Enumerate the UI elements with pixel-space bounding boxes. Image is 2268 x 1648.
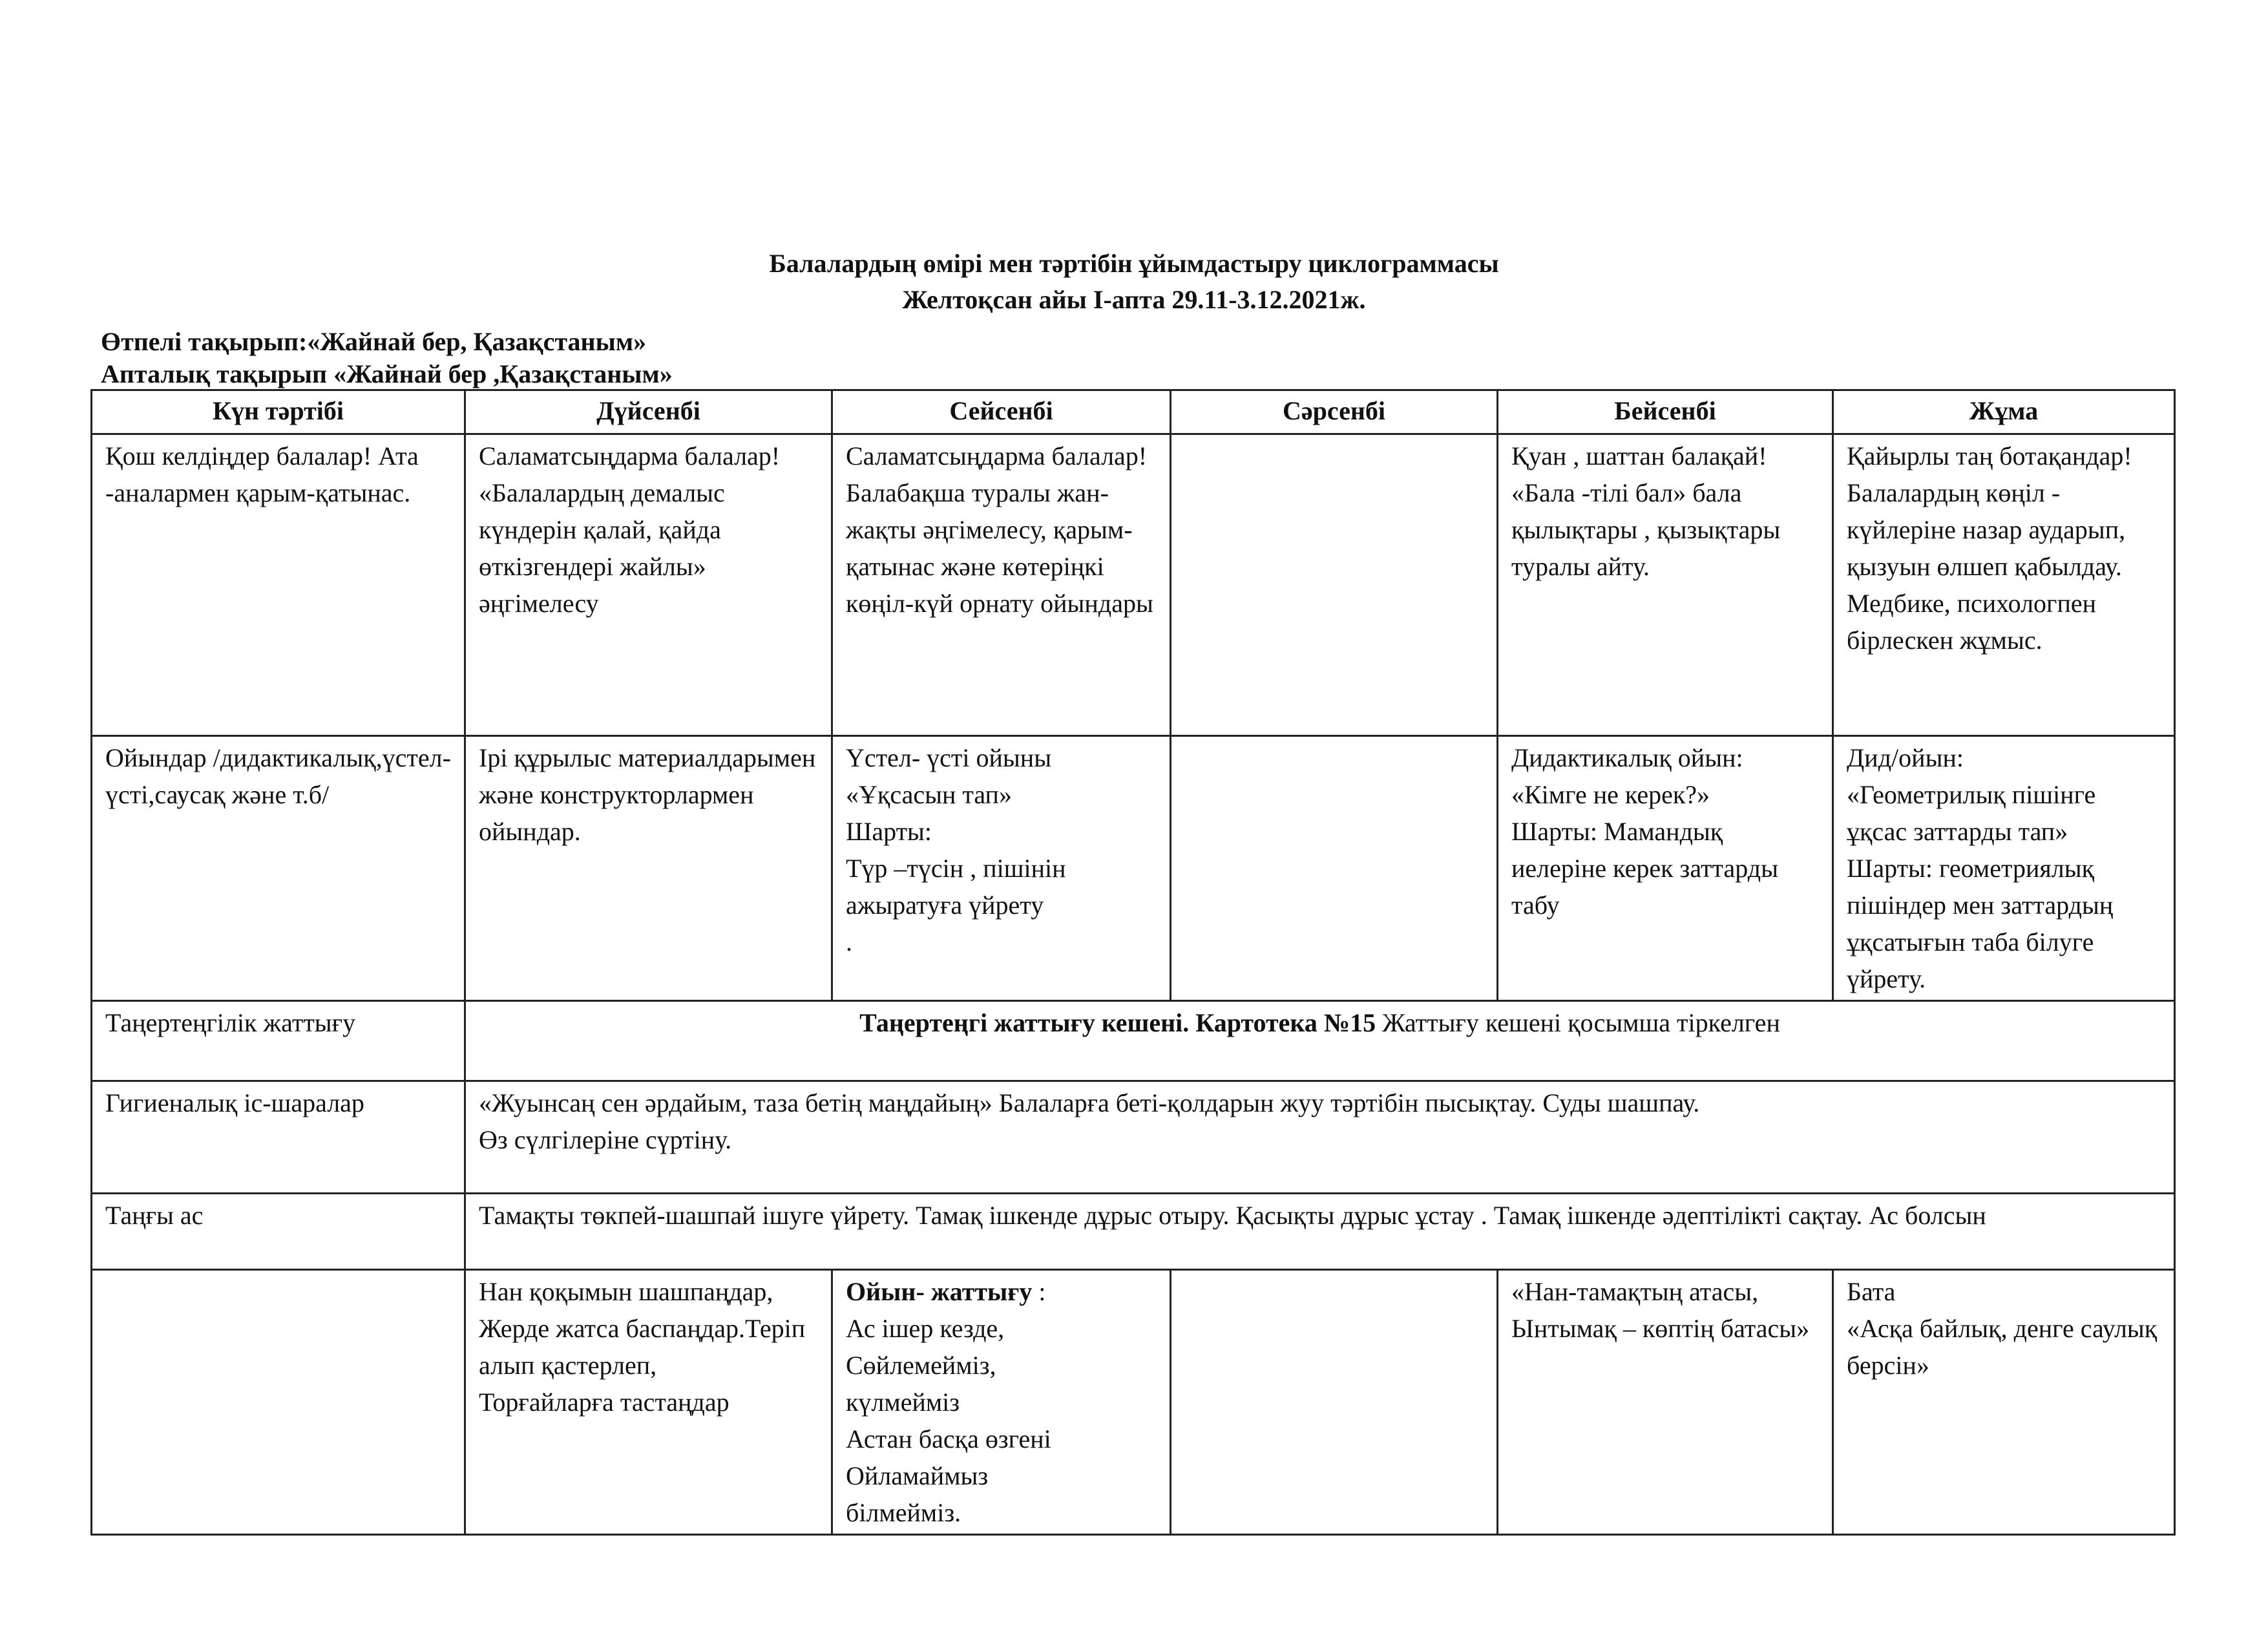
column-header-wednesday: Сәрсенбі <box>1171 390 1498 434</box>
table-row-breakfast <box>92 1194 2175 1270</box>
cell-rhymes-tuesday <box>832 1270 1171 1535</box>
cell-rhymes-monday: Нан қоқымын шашпаңдар, Жерде жатса баспаңдар.Теріп алып қастерлеп, Торғайларға тастаңдар <box>465 1270 832 1535</box>
cell-rhymes-friday: Бата «Асқа байлық, денге саулық берсін» <box>1833 1270 2175 1535</box>
row-label-games: Ойындар /дидактикалық,үстел-үсті,саусақ және т.б/ <box>92 736 465 1001</box>
rhyme-game-title: Ойын- жаттығу <box>846 1277 1033 1306</box>
cell-games-tuesday: Үстел- үсті ойыны «Ұқсасын тап» Шарты: Түр –түсін , пішінін ажыратуға үйрету . <box>832 736 1171 1001</box>
cell-rhymes-wednesday <box>1171 1270 1498 1535</box>
column-header-thursday: Бейсенбі <box>1498 390 1833 434</box>
row-label-greeting: Қош келдіңдер балалар! Ата -аналармен қарым-қатынас. <box>92 434 465 736</box>
table-row-hygiene <box>92 1081 2175 1194</box>
document-title: Балалардың өмірі мен тәртібін ұйымдастыру циклограммасы <box>769 249 1499 278</box>
cell-greeting-thursday: Қуан , шаттан балақай! «Бала -тілі бал» бала қылықтары , қызықтары туралы айту. <box>1498 434 1833 736</box>
row-label-breakfast: Таңғы ас <box>92 1194 465 1270</box>
cell-games-monday: Ірі құрылыс материалдарымен және конструкторлармен ойындар. <box>465 736 832 1001</box>
column-header-monday: Дүйсенбі <box>465 390 832 434</box>
rhyme-game-text: : Ас ішер кезде, Сөйлемейміз, күлмейміз Астан басқа өзгені Ойламаймыз білмейміз. <box>846 1277 1051 1527</box>
row-label-rhymes <box>92 1270 465 1535</box>
cell-hygiene-content: «Жуынсаң сен әрдайым, таза бетің маңдайың» Балаларға беті-қолдарын жуу тәртібін пысықтау. Суды шашпау. Өз сүлгілеріне сүртіну. <box>465 1081 2175 1194</box>
table-row-greeting <box>92 434 2175 736</box>
cell-greeting-monday: Саламатсыңдарма балалар! «Балалардың демалыс күндерін қалай, қайда өткізгендері жайлы» әңгімелесу <box>465 434 832 736</box>
table-row-rhymes <box>92 1270 2175 1535</box>
cell-exercise-content <box>465 1001 2175 1081</box>
cell-games-thursday: Дидактикалық ойын: «Кімге не керек?» Шарты: Мамандық иелеріне керек заттарды табу <box>1498 736 1833 1001</box>
row-label-exercise: Таңертеңгілік жаттығу <box>92 1001 465 1081</box>
table-row-games <box>92 736 2175 1001</box>
cell-breakfast-content: Тамақты төкпей-шашпай ішуге үйрету. Тамақ ішкенде дұрыс отыру. Қасықты дұрыс ұстау . Тамақ ішкенде әдептілікті сақтау. Ас болсын <box>465 1194 2175 1270</box>
exercise-title: Таңертеңгі жаттығу кешені. Картотека №15 <box>859 1008 1376 1037</box>
cell-games-friday: Дид/ойын: «Геометрилық пішінге ұқсас заттарды тап» Шарты: геометриялық пішіндер мен заттардың ұқсатығын таба білуге үйрету. <box>1833 736 2175 1001</box>
header-row <box>92 390 2175 434</box>
column-header-schedule: Күн тәртібі <box>92 390 465 434</box>
cell-greeting-wednesday <box>1171 434 1498 736</box>
exercise-note: Жаттығу кешені қосымша тіркелген <box>1376 1008 1780 1037</box>
cell-greeting-friday: Қайырлы таң ботақандар! Балалардың көңіл - күйлеріне назар аударып, қызуын өлшеп қабылдау. Медбике, психологпен бірлескен жұмыс. <box>1833 434 2175 736</box>
weekly-theme: Апталық тақырып «Жайнай бер ,Қазақстаным» <box>101 359 673 388</box>
document-subtitle-date: Желтоқсан айы I-апта 29.11-3.12.2021ж. <box>902 285 1366 314</box>
monthly-theme: Өтпелі тақырып:«Жайнай бер, Қазақстаным» <box>101 327 647 356</box>
column-header-tuesday: Сейсенбі <box>832 390 1171 434</box>
cell-games-wednesday <box>1171 736 1498 1001</box>
cell-rhymes-thursday: «Нан-тамақтың атасы, Ынтымақ – көптің батасы» <box>1498 1270 1833 1535</box>
cyclogram-table <box>90 389 2176 1536</box>
row-label-hygiene: Гигиеналық іс-шаралар <box>92 1081 465 1194</box>
column-header-friday: Жұма <box>1833 390 2175 434</box>
cell-greeting-tuesday: Саламатсыңдарма балалар! Балабақша туралы жан-жақты әңгімелесу, қарым-қатынас және көтеріңкі көңіл-күй орнату ойындары <box>832 434 1171 736</box>
table-row-exercise <box>92 1001 2175 1081</box>
